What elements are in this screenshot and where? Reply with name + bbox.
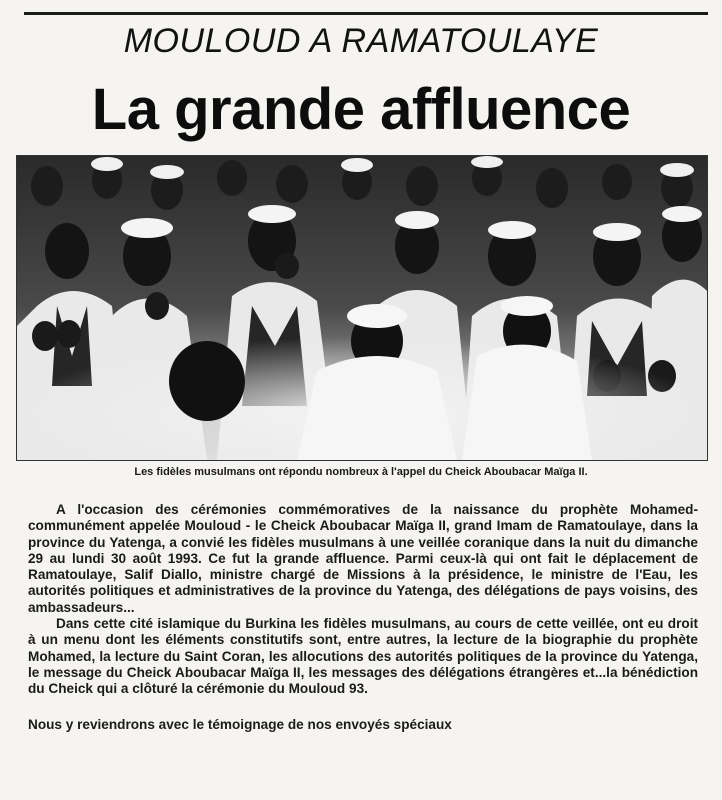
crowd-photo [16, 155, 708, 461]
photo-caption: Les fidèles musulmans ont répondu nombreux à l'appel du Cheick Aboubacar Maïga II. [134, 466, 588, 478]
article-paragraph: A l'occasion des cérémonies commémoratives de la naissance du prophète Mohamed-communément appelée Mouloud - le Cheick Aboubacar Maïga II, grand Imam de Ramatoulaye, dans la province du Yatenga, a convié les fidèles musulmans à une veillée coranique dans la nuit du dimanche 29 au lundi 30 août 1993. Ce fut la grande affluence. Parmi ceux-là qui ont fait le déplacement de Ramatoulaye, Salif Diallo, ministre chargé de Missions à la présidence, le ministre de l'Eau, les autorités politiques et administratives de la province du Yatenga, des délégations de pays voisins, des ambassadeurs... [28, 502, 698, 615]
article-body [28, 502, 698, 733]
article-paragraph: Dans cette cité islamique du Burkina les fidèles musulmans, au cours de cette veillée, ont eu droit à un menu dont les éléments constitutifs sont, entre autres, la lecture de la biographie du prophète Mohamed, la lecture du Saint Coran, les allocutions des autorités politiques de la province du Yatenga, le message du Cheick Aboubacar Maïga II, les messages des délégations étrangères et...la bénédiction du Cheick qui a clôturé la cérémonie du Mouloud 93. [28, 616, 698, 697]
article-kicker: MOULOUD A RAMATOULAYE [123, 22, 599, 60]
article-headline: La grande affluence [91, 77, 631, 142]
article-closing-note: Nous y reviendrons avec le témoignage de nos envoyés spéciaux [28, 716, 452, 732]
top-rule [24, 12, 708, 15]
